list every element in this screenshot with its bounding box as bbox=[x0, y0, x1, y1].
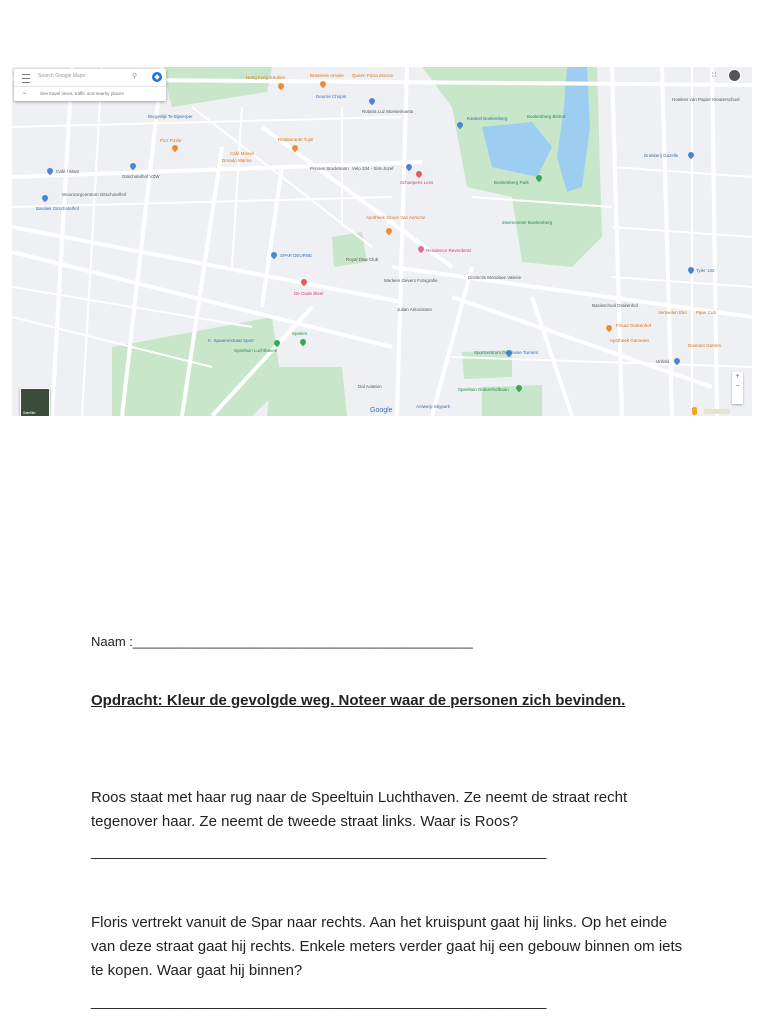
apps-grid-icon[interactable]: ∷ bbox=[712, 72, 717, 79]
directions-icon[interactable] bbox=[152, 72, 162, 82]
map-label: Residence Reverdentz bbox=[426, 248, 472, 253]
name-label: Naam : bbox=[91, 634, 133, 649]
avatar[interactable] bbox=[728, 69, 741, 82]
question-1: Roos staat met haar rug naar de Speeltuin Luchthaven. Ze neemt de straat recht tegenover haar. Ze neemt de tweede straat links. Waar is Roos? bbox=[91, 789, 628, 830]
map-search-subtitle: See travel times, traffic and nearby places bbox=[40, 91, 124, 96]
map-label: Burgerlijk Te Bijwerper bbox=[148, 114, 193, 119]
map-label: Boekenberg Park bbox=[494, 180, 529, 185]
map-label: Drukkerij Gazelle bbox=[644, 153, 679, 158]
answer-line-1: __________________________________________________________ bbox=[91, 843, 546, 860]
map-label: Brasserie Anvoie bbox=[310, 73, 344, 78]
map-label: Distinctis Monobee Valerie bbox=[468, 275, 521, 280]
google-logo: Google bbox=[370, 407, 393, 414]
map-search-input[interactable]: Search Google Maps bbox=[38, 73, 85, 79]
map-label: Pizz Fizzle bbox=[160, 138, 182, 143]
map-label: Diamant Garden bbox=[688, 343, 722, 348]
map-label: Spelers bbox=[292, 331, 308, 336]
map-label: Basiliek Gitschotelhof bbox=[36, 206, 80, 211]
map-label: Apotheek Gameant bbox=[610, 338, 649, 343]
map-label: Speeltuin Luchthaven bbox=[234, 348, 278, 353]
map-label: Basisschool Drakenhof bbox=[592, 303, 639, 308]
map-drawing bbox=[12, 67, 752, 416]
map-label: Marleen Gevers Fotografie bbox=[384, 278, 438, 283]
street-view-pegman-icon[interactable] bbox=[692, 407, 697, 415]
answer-line-2: __________________________________________________________ bbox=[91, 993, 546, 1010]
map-label: De Oude Bleer bbox=[294, 291, 324, 296]
map-label: Kasteel Boekenberg bbox=[467, 116, 508, 121]
map-label: Hong Kong Keuken bbox=[246, 75, 286, 80]
map-label: Frituur Drakenhof bbox=[616, 323, 652, 328]
map-label: Gitschotelhof VZW bbox=[122, 174, 160, 179]
map-label: Queen Pizza deurne bbox=[352, 73, 394, 78]
menu-icon[interactable] bbox=[22, 74, 30, 83]
map-label: Woonzorgcentrum Gitschotelhof bbox=[62, 192, 127, 197]
map-label: Prinses Stockmann bbox=[310, 166, 349, 171]
map-label: Café / Mars bbox=[56, 169, 80, 174]
zoom-in-button[interactable]: + bbox=[735, 373, 740, 380]
map-label: Tyler 142 bbox=[696, 268, 715, 273]
question-2: Floris vertrekt vanuit de Spar naar rechts. Aan het kruispunt gaat hij links. Op het einde van deze straat gaat hij rechts. Enkele meters verder gaat hij een gebouw binnen om iets te kopen. Waar gaat hij binnen? bbox=[91, 914, 683, 979]
map-label: Dal Aviation bbox=[358, 384, 382, 389]
map-label: Deurne Chopin bbox=[316, 94, 347, 99]
map-label: Unfold bbox=[656, 359, 670, 364]
name-blank: _______________________________________________ bbox=[132, 634, 473, 649]
map-search-box[interactable] bbox=[14, 69, 166, 101]
map-label: Hoeikes van Papier Kleuterschool bbox=[672, 97, 740, 102]
map-attribution bbox=[704, 409, 730, 414]
map-label: Vertwelen Eko bbox=[658, 310, 687, 315]
chevron-down-icon[interactable]: ⌄ bbox=[22, 90, 28, 96]
map-label: K. Spaarnestraat Sport bbox=[208, 338, 254, 343]
map-image bbox=[12, 67, 752, 416]
zoom-out-button[interactable]: − bbox=[735, 383, 740, 390]
map-label: Sportcentrum Deurnese Turners bbox=[474, 350, 539, 355]
map-label: Piper Cub bbox=[696, 310, 717, 315]
map-label: Speeltuin Drakenhofbaan bbox=[458, 387, 509, 392]
map-label: Velo 234 - Sint-Jozef bbox=[352, 166, 394, 171]
map-label: Boekenberg Bistrot bbox=[527, 114, 566, 119]
zoom-controls[interactable] bbox=[732, 372, 743, 404]
map-label: Café Mossé bbox=[230, 151, 255, 156]
map-label: Dorado Marine bbox=[222, 158, 252, 163]
map-label: Apotheek Simon Van Aersche bbox=[366, 215, 426, 220]
map-label: Royal Daw Club bbox=[346, 257, 379, 262]
map-travel-times-row[interactable] bbox=[14, 87, 166, 101]
assignment-heading: Opdracht: Kleur de gevolgde weg. Noteer waar de personen zich bevinden. bbox=[91, 692, 626, 709]
name-field bbox=[91, 634, 473, 649]
satellite-toggle[interactable] bbox=[20, 388, 50, 416]
map-label: SPAR DEURNE bbox=[280, 253, 313, 258]
map-label: Antwerp Skypark bbox=[416, 404, 451, 409]
map-label: Restaurante Tujiri bbox=[278, 137, 314, 142]
map-label: Zwemcenter Boekenberg bbox=[502, 220, 553, 225]
map-label: Rotaria Luz Monseimanta bbox=[362, 109, 414, 114]
map-search-row[interactable] bbox=[14, 69, 166, 87]
map-label: Julian Antonissen bbox=[397, 307, 433, 312]
map-label: Schoepens Less bbox=[400, 180, 434, 185]
search-icon[interactable]: ⚲ bbox=[132, 73, 138, 80]
satellite-label: Satellite bbox=[23, 411, 36, 415]
